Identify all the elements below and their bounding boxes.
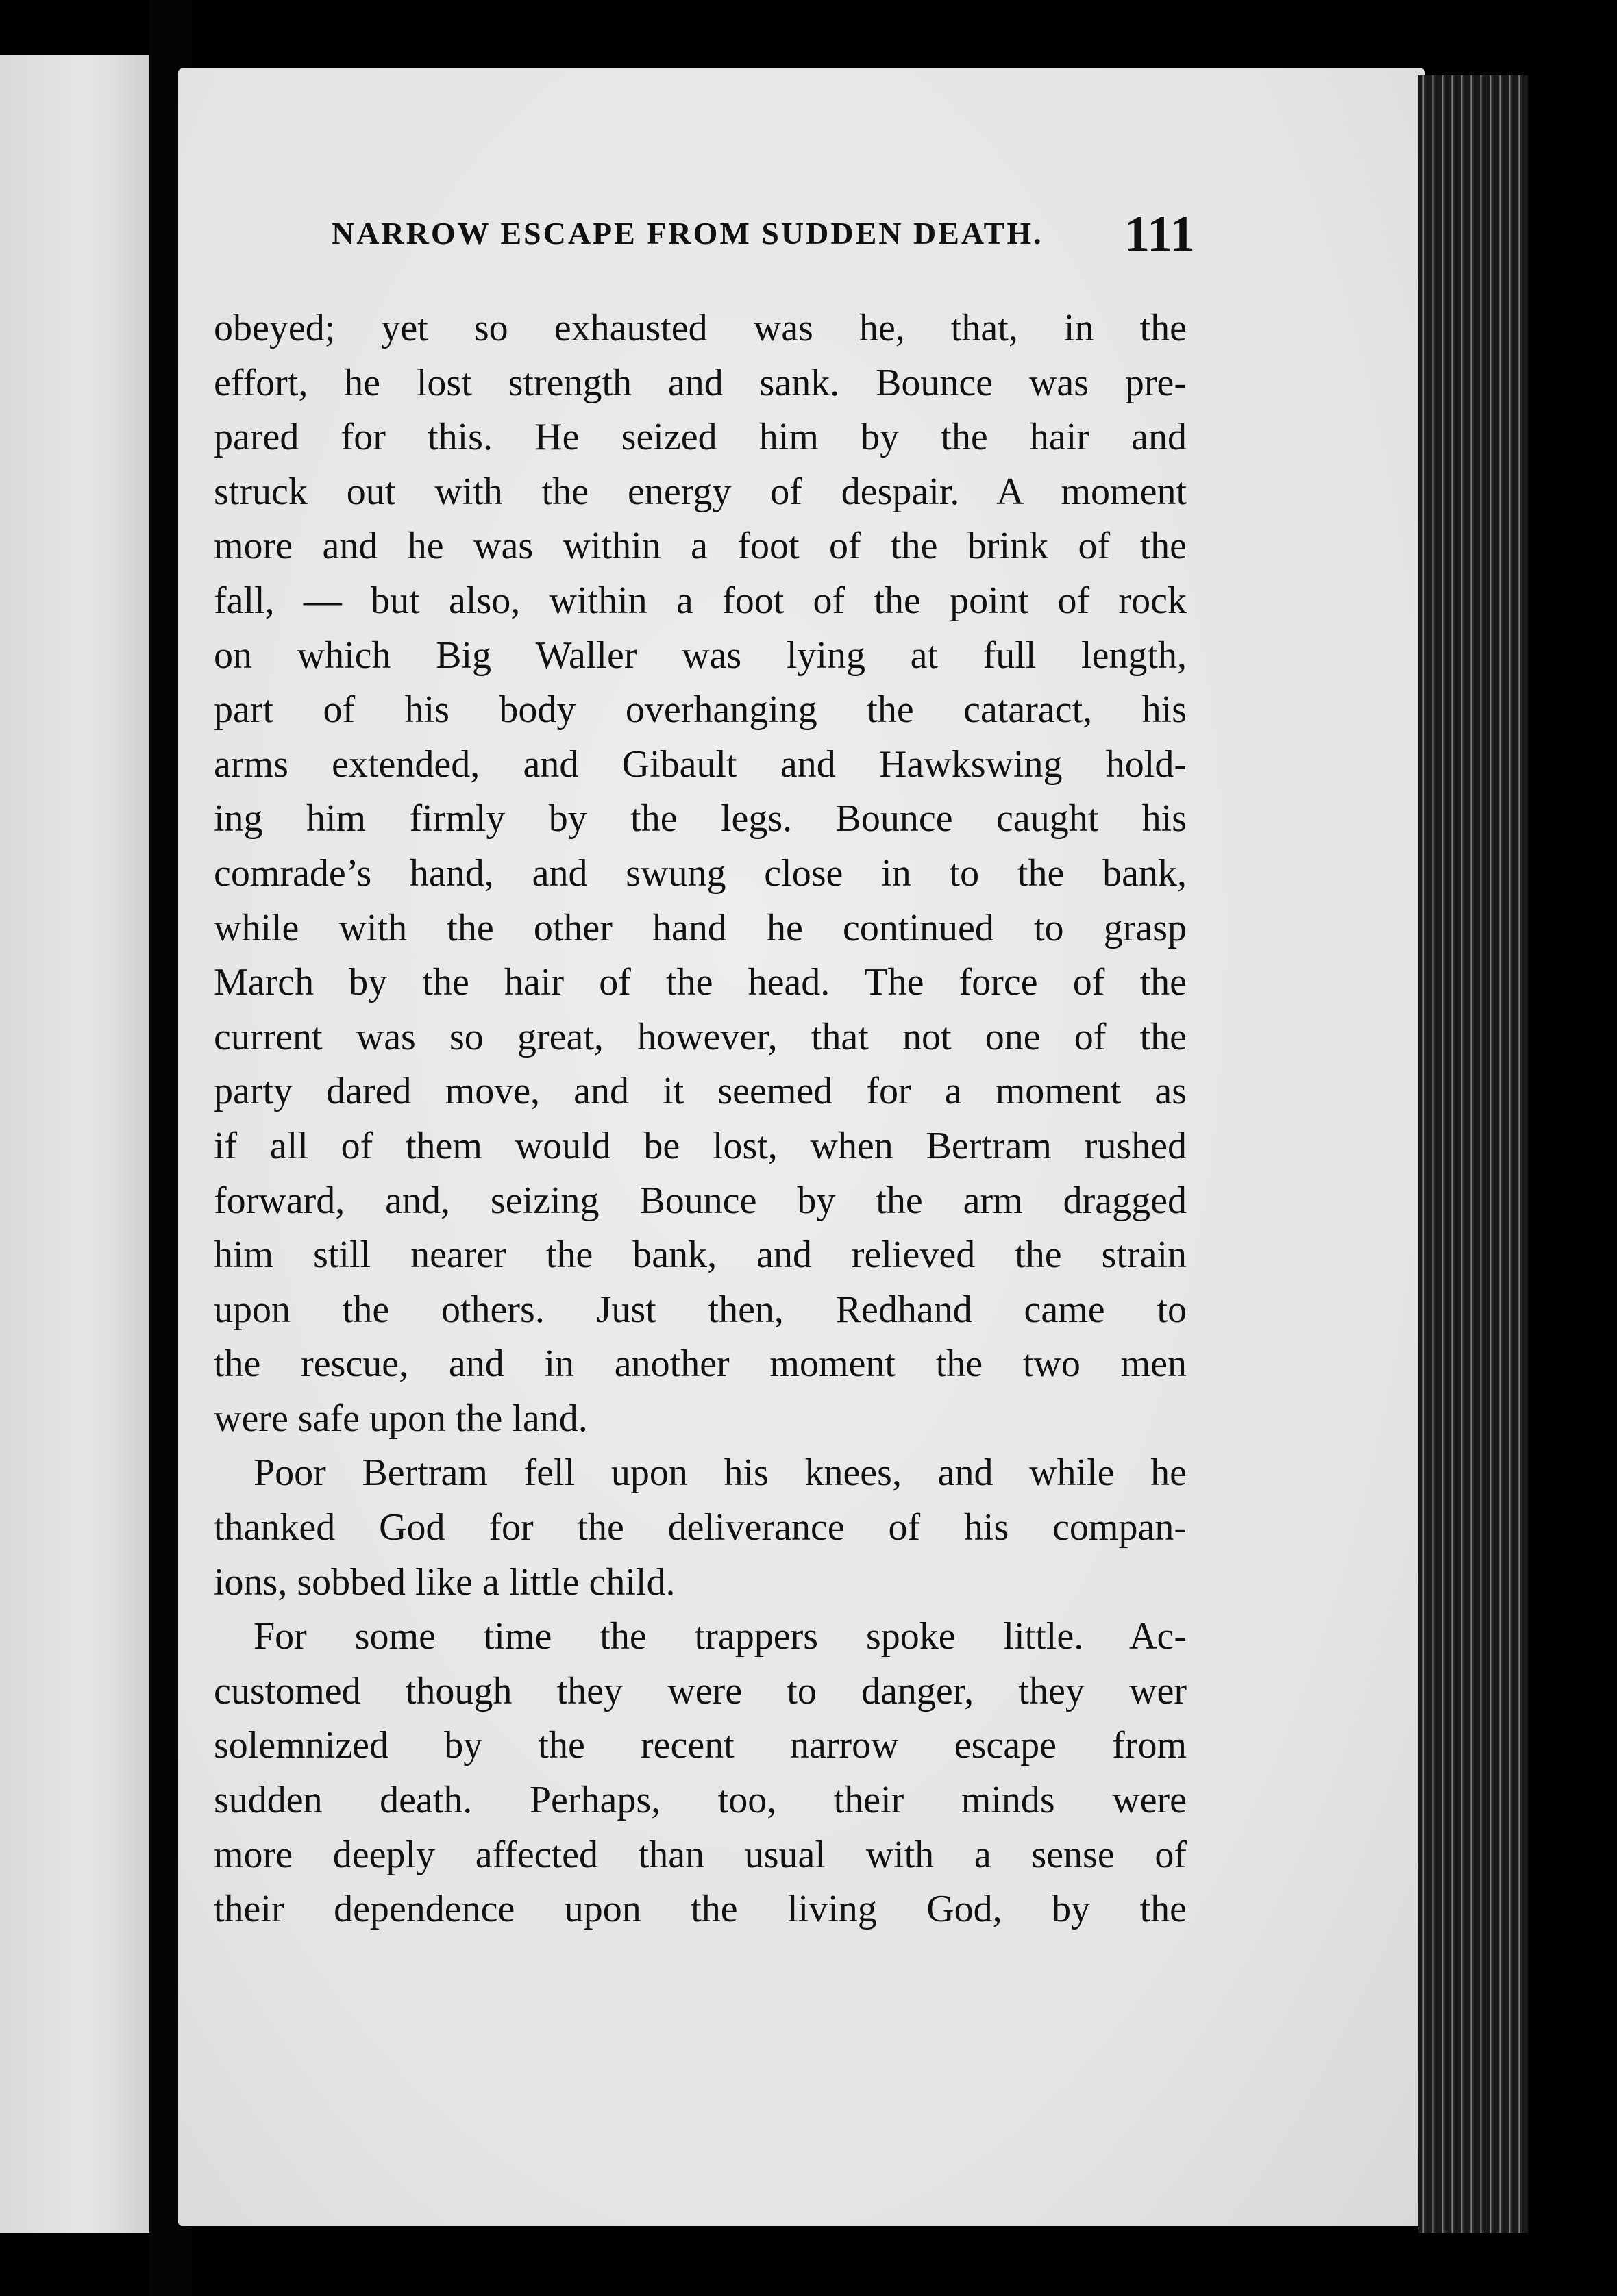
page-header <box>332 205 1195 267</box>
text-line: current was so great, however, that not one of the <box>214 1015 1187 1058</box>
text-line: customed though they were to danger, they wer <box>214 1669 1187 1712</box>
text-line: effort, he lost strength and sank. Bounce was pre- <box>214 361 1187 404</box>
text-line: upon the others. Just then, Redhand came to <box>214 1288 1187 1331</box>
page-number: 111 <box>1124 206 1195 262</box>
text-line: March by the hair of the head. The force of the <box>214 961 1187 1004</box>
book-cover-edge <box>1528 0 1617 2296</box>
text-line: fall, — but also, within a foot of the point of rock <box>214 579 1187 622</box>
text-line: Poor Bertram fell upon his knees, and while he <box>254 1451 1187 1495</box>
text-line: their dependence upon the living God, by the <box>214 1888 1187 1931</box>
text-line: struck out with the energy of despair. A moment <box>214 470 1187 513</box>
text-line: while with the other hand he continued to grasp <box>214 906 1187 949</box>
text-line: arms extended, and Gibault and Hawkswing hold- <box>214 743 1187 786</box>
book-page-edges <box>1418 75 1528 2233</box>
text-line: sudden death. Perhaps, too, their minds were <box>214 1779 1187 1822</box>
paragraph-3 <box>214 1610 1187 1937</box>
paragraph-2 <box>214 1446 1187 1610</box>
body-text <box>214 301 1187 1937</box>
text-line: For some time the trappers spoke little. Ac- <box>254 1615 1187 1658</box>
paragraph-1 <box>214 301 1187 1446</box>
text-line: were safe upon the land. <box>214 1397 588 1440</box>
text-line: if all of them would be lost, when Bertram rushed <box>214 1124 1187 1167</box>
text-line: ions, sobbed like a little child. <box>214 1560 676 1604</box>
text-line: thanked God for the deliverance of his compan- <box>214 1506 1187 1549</box>
text-line: solemnized by the recent narrow escape from <box>214 1724 1187 1767</box>
text-line: pared for this. He seized him by the hair and <box>214 416 1187 459</box>
text-line: him still nearer the bank, and relieved the strain <box>214 1234 1187 1277</box>
text-line: on which Big Waller was lying at full length, <box>214 634 1187 677</box>
text-line: ing him firmly by the legs. Bounce caught his <box>214 797 1187 840</box>
text-line: part of his body overhanging the cataract, his <box>214 688 1187 732</box>
text-line: forward, and, seizing Bounce by the arm dragged <box>214 1179 1187 1222</box>
text-line: the rescue, and in another moment the two men <box>214 1343 1187 1386</box>
running-title: NARROW ESCAPE FROM SUDDEN DEATH. <box>332 216 1044 251</box>
text-line: obeyed; yet so exhausted was he, that, in the <box>214 307 1187 349</box>
text-line: party dared move, and it seemed for a moment as <box>214 1070 1187 1113</box>
text-line: more deeply affected than usual with a sense of <box>214 1833 1187 1876</box>
text-line: comrade’s hand, and swung close in to the bank, <box>214 851 1187 895</box>
facing-page-edge <box>0 55 149 2233</box>
text-line: more and he was within a foot of the brink of the <box>214 525 1187 568</box>
